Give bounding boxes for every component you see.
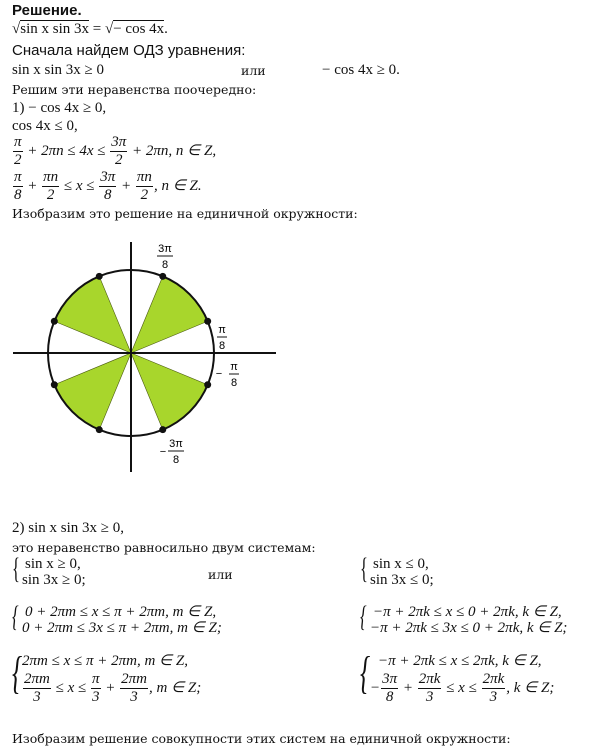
expr: + xyxy=(121,177,132,194)
solution-sector xyxy=(54,353,131,430)
boundary-point xyxy=(96,426,103,433)
system-b2 xyxy=(360,600,595,638)
expr: ≤ x ≤ xyxy=(63,177,95,194)
frac-den: 8 xyxy=(104,187,112,203)
frac-num: π xyxy=(14,134,22,150)
main-equation xyxy=(12,21,168,38)
unit-circle-diagram xyxy=(0,230,290,480)
label-num: π xyxy=(218,324,226,336)
solution-sector xyxy=(131,353,208,430)
sqrt-sign: √ xyxy=(104,21,114,37)
part1-line4 xyxy=(12,170,202,203)
frac-num: π xyxy=(14,169,22,185)
frac-den: 2 xyxy=(14,152,22,168)
expr: + 2πn, n ∈ Z, xyxy=(132,142,217,159)
system-line: 0 + 2πm ≤ x ≤ π + 2πm, m ∈ Z, xyxy=(25,604,217,620)
frac-den: 8 xyxy=(14,187,22,203)
frac-num: π xyxy=(91,671,100,688)
frac-num: 2πk xyxy=(418,671,441,688)
part2-or: или xyxy=(208,567,233,582)
label-num: π xyxy=(230,361,238,373)
system-line: −π + 2πk ≤ 3x ≤ 0 + 2πk, k ∈ Z; xyxy=(370,620,568,636)
boundary-point xyxy=(96,273,103,280)
odz-right: − cos 4x ≥ 0. xyxy=(322,62,400,78)
frac-den: 3 xyxy=(489,689,498,706)
system-a3 xyxy=(12,647,272,708)
expr: , n ∈ Z. xyxy=(153,177,202,194)
sqrt-sign: √ xyxy=(12,21,21,37)
left-brace: { xyxy=(12,600,19,633)
expr: + xyxy=(27,177,38,194)
frac-num: 2πm xyxy=(24,671,50,688)
solution-sector xyxy=(131,276,208,353)
boundary-point xyxy=(159,426,166,433)
rhs-radicand: − cos 4x xyxy=(113,21,165,37)
label-minus-3pi-8 xyxy=(160,438,184,466)
solution-heading: Решение. xyxy=(12,2,82,19)
label-num: 3π xyxy=(169,438,183,450)
label-pi-8 xyxy=(217,324,227,352)
expr: ≤ x ≤ xyxy=(446,680,477,696)
equation-end: . xyxy=(164,21,168,37)
label-sign: − xyxy=(159,446,167,458)
frac-num: πn xyxy=(136,169,152,185)
system-line: −π + 2πk ≤ x ≤ 0 + 2πk, k ∈ Z, xyxy=(373,604,562,620)
frac-den: 3 xyxy=(130,689,138,706)
final-intro: Изобразим решение совокупности этих систем на единичной окружности: xyxy=(12,731,511,746)
frac-num: 3π xyxy=(382,671,398,688)
system-line: sin 3x ≤ 0; xyxy=(370,572,434,588)
left-brace: { xyxy=(360,552,368,585)
left-brace: { xyxy=(360,647,371,698)
boundary-point xyxy=(51,318,58,325)
frac-num: 2πk xyxy=(482,671,505,688)
part2-line2: это неравенство равносильно двум системам: xyxy=(12,540,316,555)
expr: + 2πn ≤ 4x ≤ xyxy=(27,142,106,159)
boundary-point xyxy=(159,273,166,280)
expr: + xyxy=(105,680,116,696)
frac-den: 2 xyxy=(115,152,123,168)
system-line: −π + 2πk ≤ x ≤ 2πk, k ∈ Z, xyxy=(378,653,542,669)
boundary-point xyxy=(204,381,211,388)
expr: ≤ x ≤ xyxy=(55,680,87,696)
label-num: 3π xyxy=(158,243,172,255)
expr: , k ∈ Z; xyxy=(506,680,555,696)
frac-num: 3π xyxy=(111,134,127,150)
solve-intro: Решим эти неравенства поочередно: xyxy=(12,82,257,97)
label-den: 8 xyxy=(218,340,226,352)
part1-line1: 1) − cos 4x ≥ 0, xyxy=(12,100,107,116)
frac-den: 8 xyxy=(385,689,394,706)
frac-den: 3 xyxy=(33,689,41,706)
system-b1 xyxy=(360,552,480,590)
label-den: 8 xyxy=(172,454,180,466)
system-line: sin x ≥ 0, xyxy=(25,556,81,572)
left-brace: { xyxy=(12,552,20,585)
expr: , m ∈ Z; xyxy=(148,680,202,696)
frac-den: 2 xyxy=(46,187,55,203)
frac-num: 3π xyxy=(100,169,116,185)
system-line: sin 3x ≥ 0; xyxy=(22,572,86,588)
expr: − xyxy=(370,680,381,696)
system-a2 xyxy=(12,600,282,638)
expr: + xyxy=(402,680,414,696)
odz-left: sin x sin 3x ≥ 0 xyxy=(12,62,104,78)
frac-den: 3 xyxy=(91,689,100,706)
system-line-2 xyxy=(22,670,201,706)
system-b3 xyxy=(360,647,595,708)
odz-or: или xyxy=(241,63,266,78)
system-line: sin x ≤ 0, xyxy=(373,556,429,572)
frac-num: 2πm xyxy=(121,671,147,688)
frac-den: 2 xyxy=(140,187,149,203)
lhs-radicand: sin x sin 3x xyxy=(20,21,89,37)
label-3pi-8 xyxy=(157,243,173,271)
left-brace: { xyxy=(12,647,23,698)
system-line: 2πm ≤ x ≤ π + 2πm, m ∈ Z, xyxy=(22,653,188,669)
equals-sign: = xyxy=(89,21,105,37)
left-brace: { xyxy=(360,600,367,633)
label-den: 8 xyxy=(230,377,238,389)
circle-intro: Изобразим это решение на единичной окружности: xyxy=(12,206,358,221)
label-minus-pi-8 xyxy=(216,361,239,389)
system-line: 0 + 2πm ≤ 3x ≤ π + 2πm, m ∈ Z; xyxy=(22,620,222,636)
label-den: 8 xyxy=(161,259,169,271)
part2-line1: 2) sin x sin 3x ≥ 0, xyxy=(12,520,124,536)
boundary-point xyxy=(204,318,211,325)
part1-line3 xyxy=(12,135,216,168)
system-line-2 xyxy=(370,670,554,706)
frac-den: 3 xyxy=(425,689,434,706)
label-sign: − xyxy=(215,368,223,380)
boundary-point xyxy=(51,381,58,388)
system-a1 xyxy=(12,552,132,590)
frac-num: πn xyxy=(43,169,59,185)
part1-line2: cos 4x ≤ 0, xyxy=(12,118,78,134)
solution-sector xyxy=(54,276,131,353)
odz-intro: Сначала найдем ОДЗ уравнения: xyxy=(12,42,246,59)
